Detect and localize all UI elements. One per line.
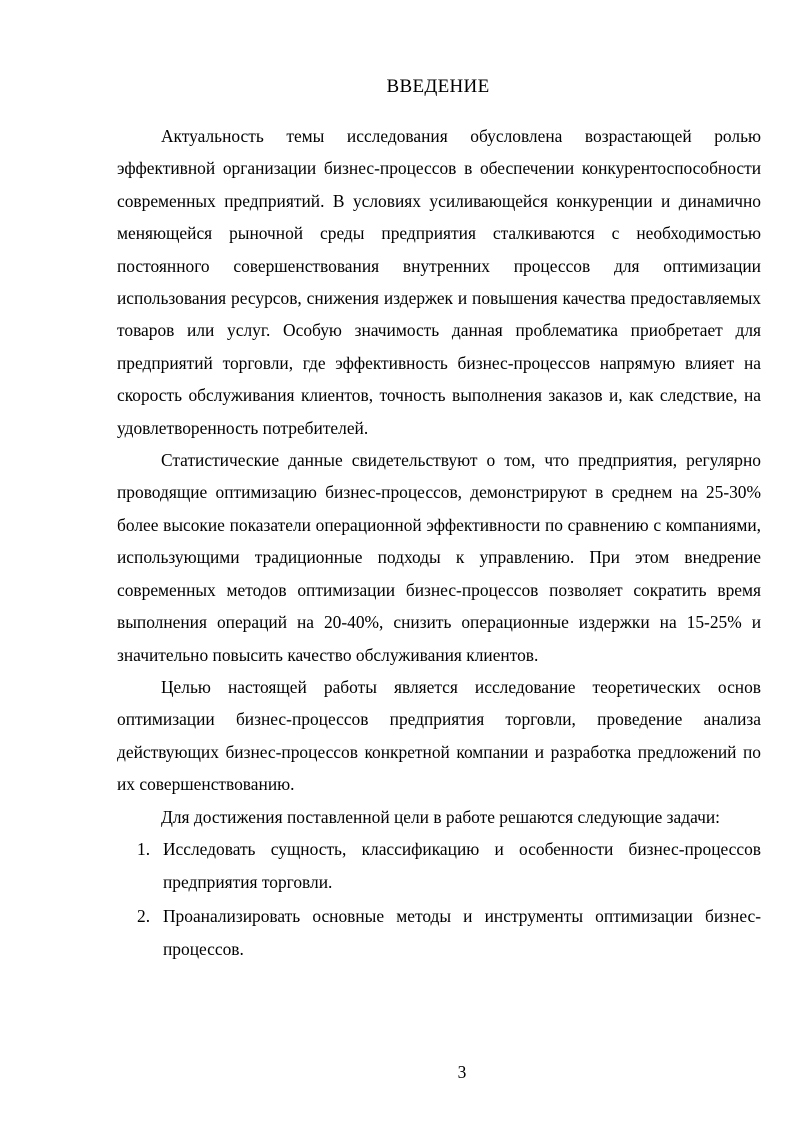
page-title: ВВЕДЕНИЕ bbox=[386, 76, 490, 97]
paragraph-statistics: Статистические данные свидетельствуют о том, что предприятия, регулярно проводящие оптимизацию бизнес-процессов, демонстрируют в среднем на 25-30% более высокие показатели операционной эффективности по сравнению с компаниями, использующими традиционные подходы к управлению. При этом внедрение современных методов оптимизации бизнес-процессов позволяет сократить время выполнения операций на 20-40%, снизить операционные издержки на 15-25% и значительно повысить качество обслуживания клиентов. bbox=[117, 450, 761, 665]
list-item bbox=[117, 833, 761, 898]
tasks-list bbox=[117, 833, 761, 965]
list-item-number: 2. bbox=[137, 906, 151, 927]
list-item bbox=[117, 900, 761, 965]
paragraph-relevance: Актуальность темы исследования обусловлена возрастающей ролью эффективной организации бизнес-процессов в обеспечении конкурентоспособности современных предприятий. В условиях усиливающейся конкуренции и динамично меняющейся рыночной среды предприятия сталкиваются с необходимостью постоянного совершенствования внутренних процессов для оптимизации использования ресурсов, снижения издержек и повышения качества предоставляемых товаров или услуг. Особую значимость данная проблематика приобретает для предприятий торговли, где эффективность бизнес-процессов напрямую влияет на скорость обслуживания клиентов, точность выполнения заказов и, как следствие, на удовлетворенность потребителей. bbox=[117, 126, 761, 438]
paragraph-tasks-intro: Для достижения поставленной цели в работе решаются следующие задачи: bbox=[161, 806, 720, 827]
list-item-text: Проанализировать основные методы и инструменты оптимизации бизнес-процессов. bbox=[163, 906, 761, 959]
list-item-text: Исследовать сущность, классификацию и особенности бизнес-процессов предприятия торговли. bbox=[163, 839, 761, 892]
document-body bbox=[117, 120, 761, 965]
list-item-number: 1. bbox=[137, 839, 151, 860]
paragraph-goal: Целью настоящей работы является исследование теоретических основ оптимизации бизнес-процессов предприятия торговли, проведение анализа действующих бизнес-процессов конкретной компании и разработка предложений по их совершенствованию. bbox=[117, 676, 761, 795]
page-number: 3 bbox=[457, 1062, 467, 1082]
